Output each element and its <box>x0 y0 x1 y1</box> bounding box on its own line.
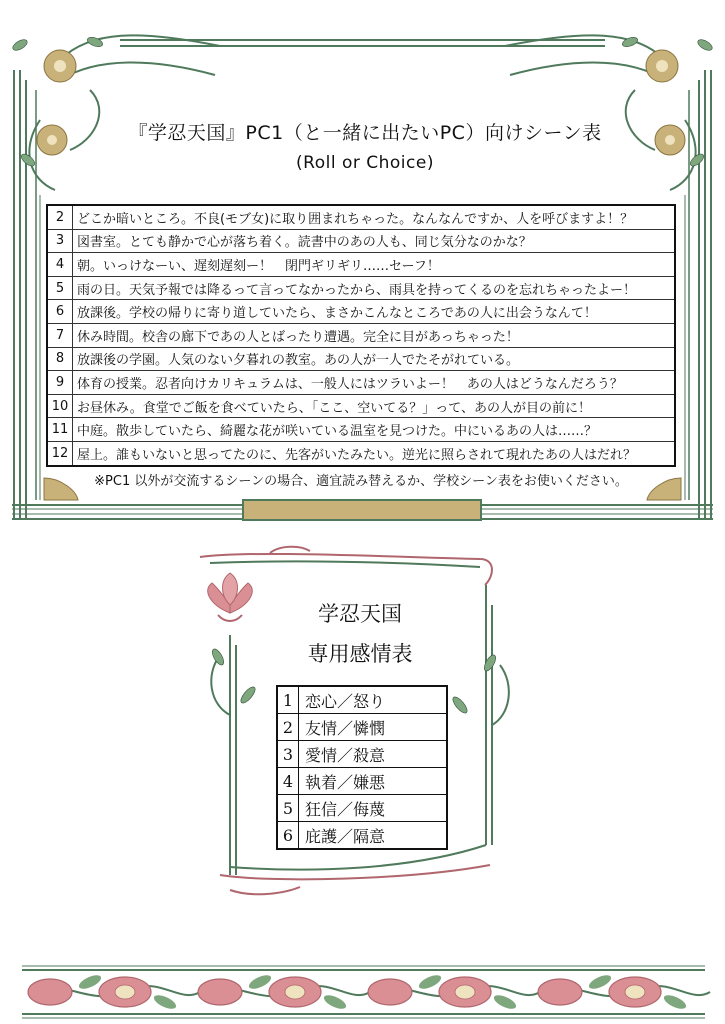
rose-flower-icon <box>208 573 253 621</box>
table-row <box>47 300 675 324</box>
row-number: 5 <box>277 795 299 822</box>
row-text: 愛情／殺意 <box>299 741 448 768</box>
scene-table <box>46 204 676 467</box>
scene-table-title: 『学忍天国』PC1（と一緒に出たいPC）向けシーン表 <box>128 122 602 144</box>
table-row <box>47 394 675 418</box>
table-row <box>47 205 675 229</box>
table-row <box>47 347 675 371</box>
row-number: 5 <box>47 276 73 300</box>
row-number: 11 <box>47 418 73 442</box>
table-row <box>47 371 675 395</box>
emotion-table-title-1: 学忍天国 <box>318 602 402 626</box>
row-text: 放課後の学園。人気のない夕暮れの教室。あの人が一人でたそがれている。 <box>73 347 676 371</box>
row-number: 2 <box>47 205 73 229</box>
row-number: 3 <box>47 229 73 253</box>
table-row <box>47 229 675 253</box>
row-text: 休み時間。校舎の廊下であの人とばったり遭遇。完全に目があっちゃった！ <box>73 323 676 347</box>
row-number: 3 <box>277 741 299 768</box>
row-text: 狂信／侮蔑 <box>299 795 448 822</box>
floral-border <box>0 960 725 1024</box>
table-row <box>277 686 447 714</box>
scene-table-note: ※PC1 以外が交流するシーンの場合、適宜読み替えるか、学校シーン表をお使いください。 <box>94 474 628 489</box>
row-text: 庇護／隔意 <box>299 822 448 850</box>
row-text: どこか暗いところ。不良(モブ女)に取り囲まれちゃった。なんなんですか、人を呼びますよ！？ <box>73 205 676 229</box>
row-text: 屋上。誰もいないと思ってたのに、先客がいたみたい。逆光に照らされて現れたあの人はだれ？ <box>73 441 676 465</box>
scene-table-title-block <box>60 118 670 178</box>
row-text: 雨の日。天気予報では降るって言ってなかったから、雨具を持ってくるのを忘れちゃったよー！ <box>73 276 676 300</box>
table-row <box>47 418 675 442</box>
table-row <box>277 795 447 822</box>
tulip-flower-icon <box>198 972 370 1011</box>
table-row <box>47 441 675 465</box>
emotion-table <box>276 685 448 850</box>
row-text: お昼休み。食堂でご飯を食べていたら、「ここ、空いてる？」って、あの人が目の前に！ <box>73 394 676 418</box>
row-number: 4 <box>47 253 73 277</box>
table-row <box>277 768 447 795</box>
row-text: 体育の授業。忍者向けカリキュラムは、一般人にはツラいよー！ あの人はどうなんだろう？ <box>73 371 676 395</box>
row-number: 9 <box>47 371 73 395</box>
row-number: 1 <box>277 686 299 714</box>
row-number: 6 <box>277 822 299 850</box>
tulip-flower-icon <box>28 972 200 1011</box>
tulip-flower-icon <box>368 972 540 1011</box>
row-number: 6 <box>47 300 73 324</box>
row-text: 執着／嫌悪 <box>299 768 448 795</box>
table-row <box>277 714 447 741</box>
row-number: 10 <box>47 394 73 418</box>
table-row <box>47 253 675 277</box>
row-number: 4 <box>277 768 299 795</box>
row-text: 図書室。とても静かで心が落ち着く。読書中のあの人も、同じ気分なのかな？ <box>73 229 676 253</box>
row-number: 2 <box>277 714 299 741</box>
scene-table-subtitle: (Roll or Choice) <box>296 153 434 173</box>
table-row <box>47 276 675 300</box>
row-number: 12 <box>47 441 73 465</box>
row-text: 朝。いっけなーい、遅刻遅刻ー！ 閉門ギリギリ……セーフ！ <box>73 253 676 277</box>
row-text: 放課後。学校の帰りに寄り道していたら、まさかこんなところであの人に出会うなんて！ <box>73 300 676 324</box>
row-number: 8 <box>47 347 73 371</box>
row-text: 恋心／怒り <box>299 686 448 714</box>
tulip-flower-icon <box>538 972 710 1011</box>
row-text: 中庭。散歩していたら、綺麗な花が咲いている温室を見つけた。中にいるあの人は……？ <box>73 418 676 442</box>
row-text: 友情／憐憫 <box>299 714 448 741</box>
table-row <box>277 822 447 850</box>
table-row <box>277 741 447 768</box>
row-number: 7 <box>47 323 73 347</box>
table-row <box>47 323 675 347</box>
emotion-table-title-2: 専用感情表 <box>307 642 413 666</box>
